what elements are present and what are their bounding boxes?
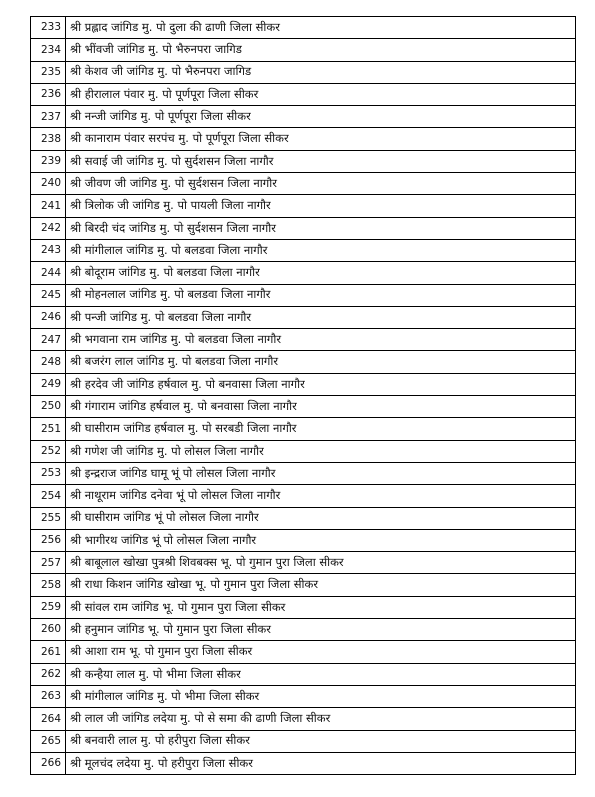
table-row — [31, 239, 576, 261]
table-row — [31, 418, 576, 440]
member-entry: श्री गंगाराम जांगिड हर्षवाल मु. पो बनवासा जिला नागौर — [66, 396, 576, 418]
member-entry: श्री बजरंग लाल जांगिड मु. पो बलडवा जिला नागौर — [66, 351, 576, 373]
table-row — [31, 195, 576, 217]
table-row — [31, 619, 576, 641]
row-number: 260 — [31, 619, 66, 641]
row-number: 239 — [31, 150, 66, 172]
row-number: 235 — [31, 61, 66, 83]
member-entry: श्री नन्जी जांगिड मु. पो पूर्णपूरा जिला सीकर — [66, 106, 576, 128]
row-number: 253 — [31, 462, 66, 484]
member-entry: श्री भगवाना राम जांगिड मु. पो बलडवा जिला नागौर — [66, 329, 576, 351]
member-entry: श्री केशव जी जांगिड मु. पो भैरुनपरा जागिड — [66, 61, 576, 83]
table-row — [31, 150, 576, 172]
row-number: 237 — [31, 106, 66, 128]
member-list-table — [30, 16, 576, 775]
row-number: 254 — [31, 485, 66, 507]
table-row — [31, 17, 576, 39]
row-number: 258 — [31, 574, 66, 596]
row-number: 245 — [31, 284, 66, 306]
member-entry: श्री घासीराम जांगिड हर्षवाल मु. पो सरबडी जिला नागौर — [66, 418, 576, 440]
member-entry: श्री भागीरथ जांगिड भूं पो लोसल जिला नागौर — [66, 529, 576, 551]
table-row — [31, 284, 576, 306]
row-number: 240 — [31, 173, 66, 195]
member-entry: श्री हरदेव जी जांगिड हर्षवाल मु. पो बनवासा जिला नागौर — [66, 373, 576, 395]
member-entry: श्री नाथूराम जांगिड दनेवा भूं पो लोसल जिला नागौर — [66, 485, 576, 507]
member-entry: श्री इन्द्रराज जांगिड घामू भूं पो लोसल जिला नागौर — [66, 462, 576, 484]
table-row — [31, 485, 576, 507]
row-number: 243 — [31, 239, 66, 261]
table-row — [31, 106, 576, 128]
row-number: 238 — [31, 128, 66, 150]
member-entry: श्री आशा राम भू. पो गुमान पुरा जिला सीकर — [66, 641, 576, 663]
member-entry: श्री भींवजी जांगिड मु. पो भैरुनपरा जागिड — [66, 39, 576, 61]
row-number: 248 — [31, 351, 66, 373]
member-entry: श्री घासीराम जांगिड भूं पो लोसल जिला नागौर — [66, 507, 576, 529]
member-entry: श्री मांगीलाल जांगिड मु. पो बलडवा जिला नागौर — [66, 239, 576, 261]
table-row — [31, 462, 576, 484]
table-row — [31, 685, 576, 707]
member-entry: श्री जीवण जी जांगिड मु. पो सुर्दशसन जिला नागौर — [66, 173, 576, 195]
table-row — [31, 752, 576, 774]
member-entry: श्री बिरदी चंद जांगिड मु. पो सुर्दशसन जिला नागौर — [66, 217, 576, 239]
row-number: 250 — [31, 396, 66, 418]
table-row — [31, 396, 576, 418]
table-row — [31, 663, 576, 685]
member-entry: श्री त्रिलोक जी जांगिड मु. पो पायली जिला नागौर — [66, 195, 576, 217]
row-number: 246 — [31, 306, 66, 328]
row-number: 265 — [31, 730, 66, 752]
member-entry: श्री हीरालाल पंवार मु. पो पूर्णपूरा जिला सीकर — [66, 83, 576, 105]
table-row — [31, 529, 576, 551]
table-row — [31, 507, 576, 529]
row-number: 241 — [31, 195, 66, 217]
member-entry: श्री हनुमान जांगिड भू. पो गुमान पुरा जिला सीकर — [66, 619, 576, 641]
member-entry: श्री लाल जी जांगिड लदेया मु. पो से समा की ढाणी जिला सीकर — [66, 708, 576, 730]
member-entry: श्री मोहनलाल जांगिड मु. पो बलडवा जिला नागौर — [66, 284, 576, 306]
table-row — [31, 574, 576, 596]
member-entry: श्री मांगीलाल जांगिड मु. पो भीमा जिला सीकर — [66, 685, 576, 707]
table-row — [31, 552, 576, 574]
table-row — [31, 329, 576, 351]
row-number: 256 — [31, 529, 66, 551]
table-row — [31, 351, 576, 373]
table-row — [31, 373, 576, 395]
row-number: 234 — [31, 39, 66, 61]
row-number: 249 — [31, 373, 66, 395]
row-number: 255 — [31, 507, 66, 529]
row-number: 233 — [31, 17, 66, 39]
row-number: 262 — [31, 663, 66, 685]
member-entry: श्री गणेश जी जांगिड मु. पो लोसल जिला नागौर — [66, 440, 576, 462]
row-number: 251 — [31, 418, 66, 440]
table-row — [31, 83, 576, 105]
table-row — [31, 39, 576, 61]
table-row — [31, 306, 576, 328]
member-entry: श्री कानाराम पंवार सरपंच मु. पो पूर्णपूरा जिला सीकर — [66, 128, 576, 150]
member-entry: श्री मूलचंद लदेया मु. पो हरीपुरा जिला सीकर — [66, 752, 576, 774]
table-row — [31, 596, 576, 618]
member-entry: श्री सवाई जी जांगिड मु. पो सुर्दशसन जिला नागौर — [66, 150, 576, 172]
row-number: 261 — [31, 641, 66, 663]
table-row — [31, 641, 576, 663]
table-row — [31, 61, 576, 83]
table-row — [31, 262, 576, 284]
row-number: 266 — [31, 752, 66, 774]
row-number: 242 — [31, 217, 66, 239]
member-list-body — [31, 17, 576, 775]
member-entry: श्री सांवल राम जांगिड भू. पो गुमान पुरा जिला सीकर — [66, 596, 576, 618]
member-entry: श्री राधा किशन जांगिड खोखा भू. पो गुमान पुरा जिला सीकर — [66, 574, 576, 596]
row-number: 263 — [31, 685, 66, 707]
row-number: 259 — [31, 596, 66, 618]
member-entry: श्री पन्जी जांगिड मु. पो बलडवा जिला नागौर — [66, 306, 576, 328]
row-number: 236 — [31, 83, 66, 105]
member-entry: श्री बोदूराम जांगिड मु. पो बलडवा जिला नागौर — [66, 262, 576, 284]
row-number: 247 — [31, 329, 66, 351]
row-number: 264 — [31, 708, 66, 730]
row-number: 244 — [31, 262, 66, 284]
table-row — [31, 708, 576, 730]
member-entry: श्री बाबूलाल खोखा पुत्रश्री शिवबक्स भू. पो गुमान पुरा जिला सीकर — [66, 552, 576, 574]
row-number: 252 — [31, 440, 66, 462]
table-row — [31, 173, 576, 195]
table-row — [31, 128, 576, 150]
table-row — [31, 217, 576, 239]
member-entry: श्री कन्हैया लाल मु. पो भीमा जिला सीकर — [66, 663, 576, 685]
table-row — [31, 730, 576, 752]
member-entry: श्री बनवारी लाल मु. पो हरीपुरा जिला सीकर — [66, 730, 576, 752]
table-row — [31, 440, 576, 462]
member-entry: श्री प्रह्लाद जांगिड मु. पो दुला की ढाणी जिला सीकर — [66, 17, 576, 39]
row-number: 257 — [31, 552, 66, 574]
